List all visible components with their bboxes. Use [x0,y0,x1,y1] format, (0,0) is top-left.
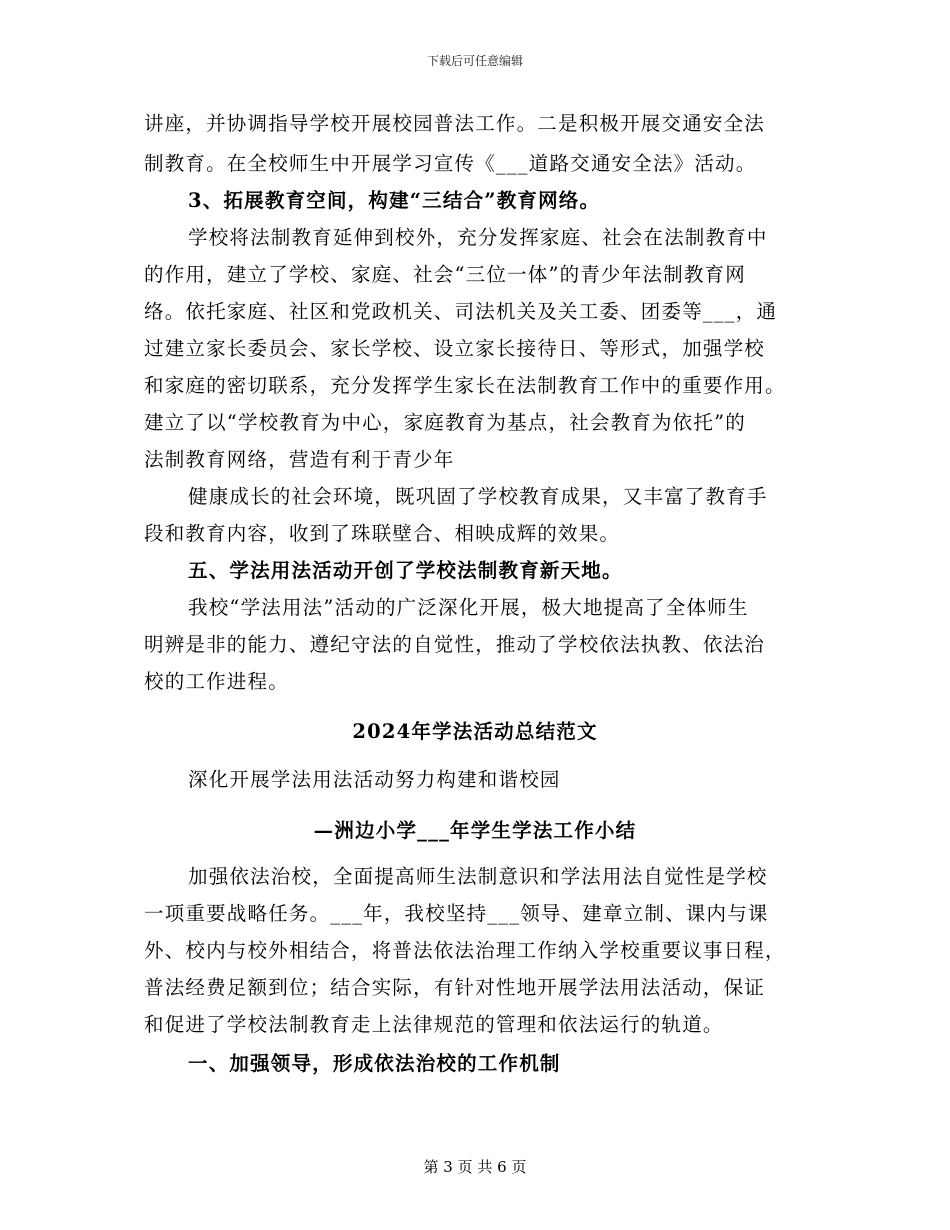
page-header: 下载后可任意编辑 [426,54,523,68]
section-heading: 五、学法用法活动开创了学校法制教育新天地。 [188,559,623,582]
body-line: 的作用，建立了学校、家庭、社会“三位一体”的青少年法制教育网 [144,263,746,286]
page-footer: 第 3 页 共 6 页 [423,1158,527,1176]
body-line: 段和教育内容，收到了珠联壁合、相映成辉的效果。 [144,522,621,545]
body-line: 和促进了学校法制教育走上法律规范的管理和依法运行的轨道。 [144,1013,724,1036]
body-line: 普法经费足额到位；结合实际，有针对性地开展学法用法活动，保证 [144,976,766,999]
body-line: 加强依法治校，全面提高师生法制意识和学法用法自觉性是学校 [188,865,768,888]
section-heading: 3、拓展教育空间，构建“三结合”教育网络。 [188,189,601,212]
article-byline: —洲边小学___年学生学法工作小结 [313,819,637,842]
body-line: 学校将法制教育延伸到校外，充分发挥家庭、社会在法制教育中 [188,226,768,249]
article-subtitle: 深化开展学法用法活动努力构建和谐校园 [188,768,561,791]
body-line: 校的工作进程。 [144,670,289,693]
body-line: 外、校内与校外相结合，将普法依法治理工作纳入学校重要议事日程， [144,939,786,962]
section-heading: 一、加强领导，形成依法治校的工作机制 [188,1052,561,1075]
body-line: 建立了以“学校教育为中心，家庭教育为基点，社会教育为依托”的 [144,411,746,434]
body-line: 健康成长的社会环境，既巩固了学校教育成果，又丰富了教育手 [188,485,768,508]
body-line: 明辨是非的能力、遵纪守法的自觉性，推动了学校依法执教、依法治 [144,633,766,656]
body-line: 和家庭的密切联系，充分发挥学生家长在法制教育工作中的重要作用。 [144,374,786,397]
body-line: 讲座，并协调指导学校开展校园普法工作。二是积极开展交通安全法 [144,112,766,135]
article-title: 2024年学法活动总结范文 [352,720,598,743]
body-line: 络。依托家庭、社区和党政机关、司法机关及关工委、团委等___，通 [144,300,778,323]
body-line: 制教育。在全校师生中开展学习宣传《___道路交通安全法》活动。 [144,152,757,175]
body-line: 我校“学法用法”活动的广泛深化开展，极大地提高了全体师生 [188,596,749,619]
body-line: 过建立家长委员会、家长学校、设立家长接待日、等形式，加强学校 [144,337,766,360]
body-line: 法制教育网络，营造有利于青少年 [144,448,455,471]
body-line: 一项重要战略任务。___年，我校坚持___领导、建章立制、课内与课 [144,902,769,925]
